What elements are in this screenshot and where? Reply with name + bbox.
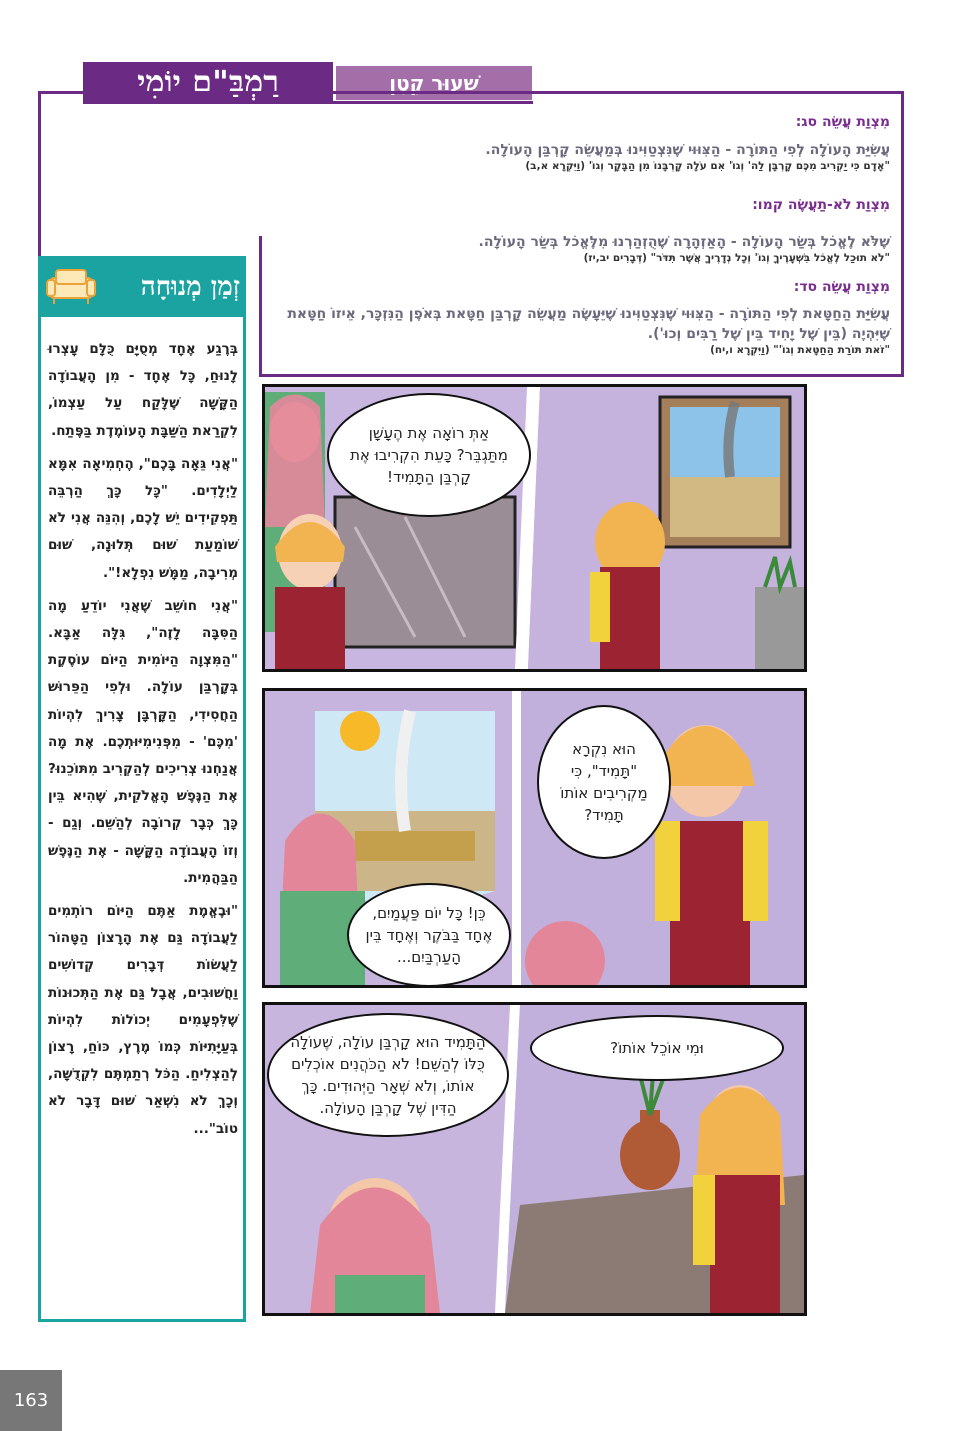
mitzva-body: שֶׁלֹּא לֶאֱכֹל בְּשַׂר הָעוֹלָה - הָאַזְהָרָה שֶׁהֻזְהַרְנוּ מִלֶּאֱכֹל בְּשַׂר הָעוֹלָה.: [478, 234, 890, 250]
mitzva-body: עֲשִׂיַּת הָעוֹלָה לְפִי הַתּוֹרָה - הַצִּוּוּי שֶׁנִּצְטַוִּינוּ בְּמַעֲשֵׂה קָרְבַּן הָעוֹלָה.: [485, 142, 890, 158]
speech-text: וּמִי אוֹכֵל אוֹתוֹ?: [610, 1039, 704, 1057]
sofa-icon: [46, 262, 96, 310]
mitzva-2-body: [262, 232, 890, 264]
speech-text: הַתָּמִיד הוּא קָרְבַּן עוֹלָה, שֶׁעוֹלָה כֻּלּוֹ לְהַשֵּׁם! לֹא הַכֹּהֲנִים אוֹכְלִים אוֹתוֹ, וְלֹא שְׁאָר הַיְּהוּדִים. כָּךְ הַדִּין שֶׁל קָרְבַּן הָעוֹלָה.: [290, 1033, 486, 1117]
speech-bubble: [530, 1015, 784, 1081]
page-number: 163: [0, 1370, 62, 1431]
comic-panel-3: [262, 1002, 807, 1316]
story-paragraph: "אֲנִי חוֹשֵׁב שֶׁאֲנִי יוֹדֵעַ מָה הַסִּבָּה לָזֶה", גִּלָּה אַבָּא. "הַמִּצְוָה הַיּוֹמִית הַיּוֹם עוֹסֶקֶת בְּקָרְבַּן עוֹלָה. וּלְפִי הַפֵּרוּשׁ הַחֲסִידִי, הַקָּרְבָּן צָרִיךְ לִהְיוֹת 'מִכֶּם' - מִפְּנִימִיּוּתְכֶם. אֶת מָה אֲנַחְנוּ צְרִיכִים לְהַקְרִיב מִתּוֹכֵנוּ? אֶת הַנֶּפֶשׁ הָאֱלֹקִית, שֶׁהִיא בֵּין כָּךְ כְּבָר קְרוֹבָה לְהַשֵּׁם. וְגַם - וְזוֹ הָעֲבוֹדָה הַקָּשָׁה - אֶת הַנֶּפֶשׁ הַבַּהֲמִית.: [48, 597, 238, 886]
mitzva-3-body: [262, 304, 890, 356]
speech-text: אַתְּ רוֹאָה אֶת הֶעָשָׁן מִתַּגְבֵּר? כָּעֵת הִקְרִיבוּ אֶת קָרְבַּן הַתָּמִיד!: [350, 424, 508, 486]
comic-panel-1: [262, 384, 807, 672]
speech-text: הוּא נִקְרָא "תָּמִיד", כִּי מַקְרִיבִים אוֹתוֹ תָּמִיד?: [560, 740, 648, 824]
speech-text: כֵּן! כָּל יוֹם פַּעֲמַיִם, אֶחָד בַּבֹּקֶר וְאֶחָד בֵּין הָעַרְבַּיִם...: [365, 904, 493, 966]
mitzva-1: [262, 114, 890, 130]
speech-bubble: [537, 705, 671, 859]
sidebar-title: זְמַן מְנוּחָה: [140, 272, 240, 302]
mitzva-1-body: [262, 140, 890, 172]
page-subtitle: שִׁעוּר קָטָן: [336, 66, 532, 100]
speech-bubble: [347, 883, 511, 987]
story-paragraph: בְּרֶגַע אֶחָד מְסֻיָּם כֻּלָּם עָצְרוּ לָנוּחַ, כָּל אֶחָד - מִן הָעֲבוֹדָה הַקָּשָׁה שֶׁלָּקַח עַל עַצְמוֹ, לִקְרַאת הַשַּׁבָּת הָעוֹמֶדֶת בַּפֶּתַח.: [48, 341, 238, 439]
mitzva-heading: מִצְוַת עֲשֵׂה סג:: [795, 114, 890, 130]
mitzva-3: [262, 279, 890, 295]
story-paragraph: "אֲנִי גֵּאָה בָּכֶם", הֶחְמִיאָה אִמָּא לַיְלָדִים. "כָּל כָּךְ הַרְבֵּה תַּפְקִידִים יֵשׁ לָכֶם, וְהִנֵּה אֲנִי לֹא שׁוֹמַעַת שׁוּם תְּלוּנָה, שׁוּם מְרִיבָה, מַמָּשׁ נִפְלָא!".: [48, 455, 238, 581]
mitzva-body: עֲשִׂיַּת הַחַטָּאת לְפִי הַתּוֹרָה - הַצִּוּוּי שֶׁנִּצְטַוִּינוּ שֶׁיֵּעָשֶׂה מַעֲשֵׂה קָרְבַּן חַטָּאת בְּאֹפֶן הַנִּזְכָּר, אֵיזוֹ חַטָּאת שֶׁיִּהְיֶה (בֵּין שֶׁל יָחִיד בֵּין שֶׁל רַבִּים וְכוּ').: [287, 306, 890, 342]
speech-bubble: [327, 393, 531, 517]
mitzva-2: [262, 197, 890, 213]
mitzvot-frame-bottom: [262, 374, 904, 377]
sidebar-story: [48, 336, 238, 1316]
mitzva-verse: "זֹאת תּוֹרַת הַחַטָּאת וְגוֹ'" (וַיִּקְרָא ו,יח): [710, 344, 890, 356]
mitzva-verse: "לֹא תוּכַל לֶאֱכֹל בִּשְׁעָרֶיךָ וְגוֹ' וְכָל נְדָרֶיךָ אֲשֶׁר תִּדֹּר" (דְּבָרִים יב,יז): [583, 252, 890, 264]
mitzva-heading: מִצְוַת לֹא-תַעֲשֶׂה קמו:: [752, 197, 890, 213]
mitzva-heading: מִצְוַת עֲשֵׂה סד:: [793, 279, 890, 295]
page-title: רַמְבַּ"ם יוֹמִי: [83, 62, 333, 102]
mitzva-verse: "אָדָם כִּי יַקְרִיב מִכֶּם קָרְבָּן לַה' וְגוֹ' אִם עֹלָה קָרְבָּנוֹ מִן הַבָּקָר וְגוֹ' (וַיִּקְרָא א,ב): [525, 160, 890, 172]
speech-bubble: [267, 1013, 509, 1137]
comic-panel-2: [262, 688, 807, 988]
story-paragraph: "וּבֶאֱמֶת אַתֶּם הַיּוֹם רוֹתְמִים לַעֲבוֹדָה גַּם אֶת הָרָצוֹן הַטָּהוֹר לַעֲשׂוֹת דְּבָרִים קְדוֹשִׁים וַחֲשׁוּבִים, אֲבָל גַּם אֶת הַתְּכוּנוֹת שֶׁלִּפְעָמִים יְכוֹלוֹת לִהְיוֹת בְּעַיָּתִיּוֹת כְּמוֹ מֶרֶץ, כּוֹחַ, רָצוֹן לְהַצְלִיחַ. הַכֹּל רְתַמְתֶּם לִקְדֻשָּׁה, וְכָךְ לֹא נִשְׁאַר שׁוּם דָּבָר לֹא טוֹב"...: [48, 903, 238, 1137]
panel-2-art: [265, 691, 804, 985]
